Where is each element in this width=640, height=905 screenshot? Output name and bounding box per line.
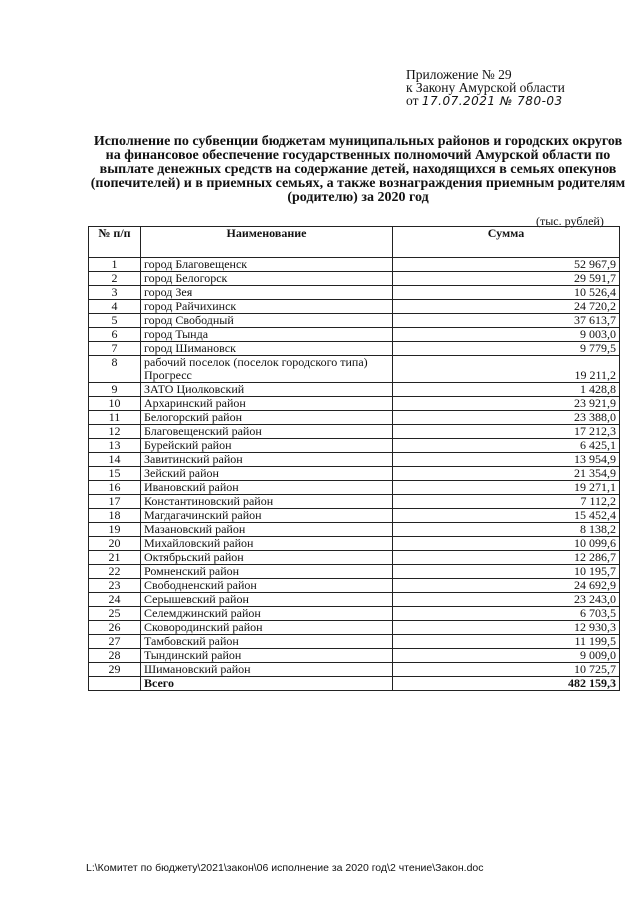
row-number: 12 [89, 425, 141, 439]
row-number: 23 [89, 579, 141, 593]
row-name: Шимановский район [141, 663, 393, 677]
row-name: рабочий поселок (поселок городского типа) Прогресс [141, 356, 393, 383]
row-number: 6 [89, 328, 141, 342]
row-number: 16 [89, 481, 141, 495]
row-sum: 9 009,0 [393, 649, 620, 663]
row-name: Свободненский район [141, 579, 393, 593]
row-name: город Белогорск [141, 272, 393, 286]
row-name: Мазановский район [141, 523, 393, 537]
row-name: Октябрьский район [141, 551, 393, 565]
row-number: 8 [89, 356, 141, 383]
row-name: Селемджинский район [141, 607, 393, 621]
row-name: Константиновский район [141, 495, 393, 509]
table-row [89, 663, 620, 677]
appendix-date-prefix: от [406, 93, 419, 108]
row-name: Благовещенский район [141, 425, 393, 439]
row-name: Зейский район [141, 467, 393, 481]
units-label: (тыс. рублей) [536, 214, 604, 228]
row-sum: 19 271,1 [393, 481, 620, 495]
row-sum: 10 725,7 [393, 663, 620, 677]
row-name: Белогорский район [141, 411, 393, 425]
row-name: город Свободный [141, 314, 393, 328]
row-sum: 21 354,9 [393, 467, 620, 481]
table-row [89, 272, 620, 286]
row-sum: 1 428,8 [393, 383, 620, 397]
table-row [89, 356, 620, 383]
row-sum: 11 199,5 [393, 635, 620, 649]
table-row [89, 258, 620, 272]
row-number: 9 [89, 383, 141, 397]
table-row [89, 314, 620, 328]
table-body [89, 258, 620, 691]
row-name: Тындинский район [141, 649, 393, 663]
row-sum: 12 930,3 [393, 621, 620, 635]
row-sum: 23 921,9 [393, 397, 620, 411]
table-row [89, 397, 620, 411]
table-row [89, 523, 620, 537]
table-header-row [89, 227, 620, 258]
total-row [89, 677, 620, 691]
row-name: город Шимановск [141, 342, 393, 356]
table-row [89, 635, 620, 649]
row-number: 14 [89, 453, 141, 467]
table-row [89, 579, 620, 593]
row-number: 4 [89, 300, 141, 314]
table-row [89, 342, 620, 356]
row-name: Архаринский район [141, 397, 393, 411]
row-number: 18 [89, 509, 141, 523]
row-sum: 6 425,1 [393, 439, 620, 453]
row-sum: 10 099,6 [393, 537, 620, 551]
row-sum: 29 591,7 [393, 272, 620, 286]
row-number: 24 [89, 593, 141, 607]
row-number: 26 [89, 621, 141, 635]
row-name: Бурейский район [141, 439, 393, 453]
appendix-header [406, 68, 565, 108]
table-row [89, 481, 620, 495]
row-number: 21 [89, 551, 141, 565]
table-row [89, 425, 620, 439]
row-number: 7 [89, 342, 141, 356]
row-name: Ромненский район [141, 565, 393, 579]
row-name: город Зея [141, 286, 393, 300]
handwritten-date-number: 17.07.2021 № 780-03 [421, 94, 563, 108]
row-number: 2 [89, 272, 141, 286]
table-row [89, 551, 620, 565]
appendix-law: к Закону Амурской области [406, 80, 565, 95]
row-name: ЗАТО Циолковский [141, 383, 393, 397]
row-sum: 15 452,4 [393, 509, 620, 523]
row-number: 3 [89, 286, 141, 300]
row-sum: 13 954,9 [393, 453, 620, 467]
row-name: Серышевский район [141, 593, 393, 607]
row-number: 5 [89, 314, 141, 328]
row-sum: 10 526,4 [393, 286, 620, 300]
row-sum: 24 692,9 [393, 579, 620, 593]
table-row [89, 537, 620, 551]
row-name: Магдагачинский район [141, 509, 393, 523]
row-number: 28 [89, 649, 141, 663]
table-row [89, 495, 620, 509]
row-sum: 23 388,0 [393, 411, 620, 425]
row-number: 27 [89, 635, 141, 649]
row-sum: 9 779,5 [393, 342, 620, 356]
row-sum: 19 211,2 [393, 356, 620, 383]
row-number: 19 [89, 523, 141, 537]
subvention-table [88, 226, 620, 691]
total-num-empty [89, 677, 141, 691]
table-row [89, 439, 620, 453]
row-sum: 9 003,0 [393, 328, 620, 342]
row-number: 22 [89, 565, 141, 579]
table-row [89, 565, 620, 579]
row-name: город Благовещенск [141, 258, 393, 272]
row-sum: 8 138,2 [393, 523, 620, 537]
row-sum: 23 243,0 [393, 593, 620, 607]
total-sum: 482 159,3 [393, 677, 620, 691]
row-sum: 37 613,7 [393, 314, 620, 328]
row-sum: 12 286,7 [393, 551, 620, 565]
row-sum: 17 212,3 [393, 425, 620, 439]
file-path-footer: L:\Комитет по бюджету\2021\закон\06 исполнение за 2020 год\2 чтение\Закон.doc [86, 862, 484, 874]
row-name: Сковородинский район [141, 621, 393, 635]
row-name: Ивановский район [141, 481, 393, 495]
row-sum: 10 195,7 [393, 565, 620, 579]
row-number: 1 [89, 258, 141, 272]
row-number: 13 [89, 439, 141, 453]
table-row [89, 621, 620, 635]
total-label: Всего [141, 677, 393, 691]
row-number: 17 [89, 495, 141, 509]
table-row [89, 453, 620, 467]
table-row [89, 467, 620, 481]
table-row [89, 509, 620, 523]
row-number: 20 [89, 537, 141, 551]
row-sum: 6 703,5 [393, 607, 620, 621]
row-number: 29 [89, 663, 141, 677]
row-name: город Тында [141, 328, 393, 342]
row-sum: 52 967,9 [393, 258, 620, 272]
row-sum: 7 112,2 [393, 495, 620, 509]
table-row [89, 593, 620, 607]
row-number: 11 [89, 411, 141, 425]
header-sum: Сумма [393, 227, 620, 258]
row-number: 10 [89, 397, 141, 411]
row-name: Михайловский район [141, 537, 393, 551]
row-name: город Райчихинск [141, 300, 393, 314]
header-name: Наименование [141, 227, 393, 258]
table-row [89, 607, 620, 621]
header-num: № п/п [89, 227, 141, 258]
document-title: Исполнение по субвенции бюджетам муниципальных районов и городских округов на финансовое обеспечение государственных полномочий Амурской области по выплате денежных средств на содержание детей, находящихся в семьях опекунов (попечителей) и в приемных семьях, а также вознаграждения приемным родителям (родителю) за 2020 год [90, 134, 626, 205]
appendix-date-line [406, 94, 565, 108]
table-row [89, 300, 620, 314]
table-row [89, 286, 620, 300]
row-number: 25 [89, 607, 141, 621]
row-number: 15 [89, 467, 141, 481]
row-name: Завитинский район [141, 453, 393, 467]
row-name: Тамбовский район [141, 635, 393, 649]
table-row [89, 383, 620, 397]
table-row [89, 649, 620, 663]
row-sum: 24 720,2 [393, 300, 620, 314]
table-row [89, 411, 620, 425]
appendix-number: Приложение № 29 [406, 67, 512, 82]
table-row [89, 328, 620, 342]
